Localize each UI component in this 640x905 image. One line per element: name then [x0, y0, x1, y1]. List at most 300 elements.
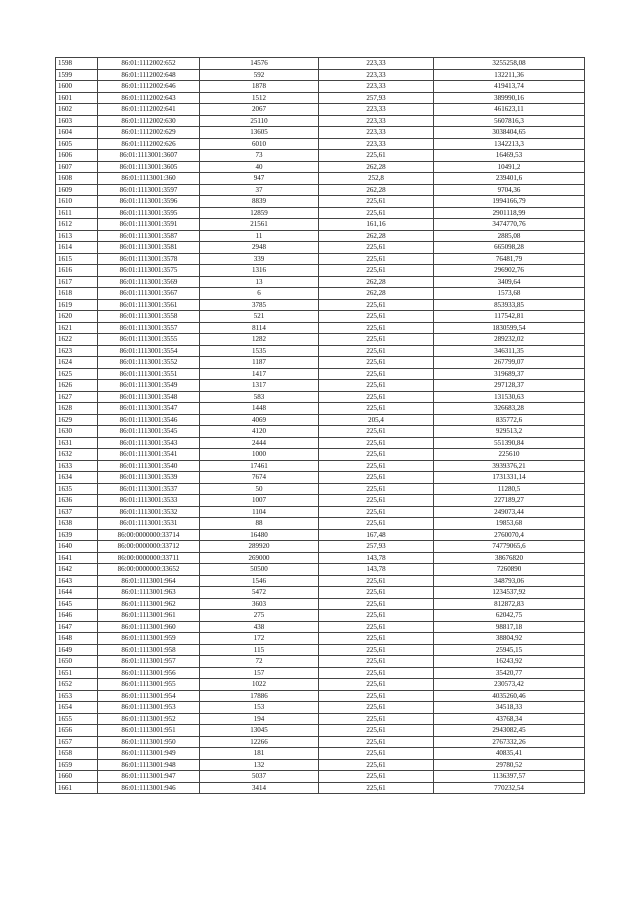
value-cell: 1234537,92 — [434, 587, 585, 599]
table-row — [56, 437, 585, 449]
cadastral-number-cell: 86:01:1113001:3561 — [98, 299, 200, 311]
value-cell: 9704,36 — [434, 184, 585, 196]
table-body — [56, 58, 585, 794]
row-number-cell: 1639 — [56, 529, 98, 541]
table-row — [56, 713, 585, 725]
rate-cell: 225,61 — [319, 771, 434, 783]
value-cell: 297128,37 — [434, 380, 585, 392]
area-cell: 8839 — [200, 196, 319, 208]
area-cell: 13605 — [200, 127, 319, 139]
value-cell: 2767332,26 — [434, 736, 585, 748]
cadastral-number-cell: 86:01:1113001:959 — [98, 633, 200, 645]
value-cell: 346311,35 — [434, 345, 585, 357]
area-cell: 1007 — [200, 495, 319, 507]
value-cell: 2901118,99 — [434, 207, 585, 219]
table-row — [56, 529, 585, 541]
value-cell: 16469,53 — [434, 150, 585, 162]
cadastral-number-cell: 86:01:1113001:3543 — [98, 437, 200, 449]
table-row — [56, 644, 585, 656]
row-number-cell: 1616 — [56, 265, 98, 277]
document-page — [55, 57, 584, 794]
area-cell: 16480 — [200, 529, 319, 541]
table-row — [56, 575, 585, 587]
cadastral-number-cell: 86:01:1113001:3578 — [98, 253, 200, 265]
value-cell: 389990,16 — [434, 92, 585, 104]
value-cell: 267799,07 — [434, 357, 585, 369]
cadastral-number-cell: 86:01:1113001:3587 — [98, 230, 200, 242]
row-number-cell: 1620 — [56, 311, 98, 323]
cadastral-number-cell: 86:01:1113001:3533 — [98, 495, 200, 507]
area-cell: 2948 — [200, 242, 319, 254]
value-cell: 3409,64 — [434, 276, 585, 288]
value-cell: 5607816,3 — [434, 115, 585, 127]
row-number-cell: 1659 — [56, 759, 98, 771]
cadastral-number-cell: 86:01:1112002:629 — [98, 127, 200, 139]
table-row — [56, 81, 585, 93]
row-number-cell: 1617 — [56, 276, 98, 288]
value-cell: 131530,63 — [434, 391, 585, 403]
area-cell: 21561 — [200, 219, 319, 231]
table-row — [56, 426, 585, 438]
area-cell: 50500 — [200, 564, 319, 576]
table-row — [56, 506, 585, 518]
row-number-cell: 1603 — [56, 115, 98, 127]
table-row — [56, 782, 585, 794]
table-row — [56, 518, 585, 530]
table-row — [56, 380, 585, 392]
row-number-cell: 1648 — [56, 633, 98, 645]
table-row — [56, 587, 585, 599]
row-number-cell: 1641 — [56, 552, 98, 564]
row-number-cell: 1598 — [56, 58, 98, 70]
value-cell: 40835,41 — [434, 748, 585, 760]
row-number-cell: 1653 — [56, 690, 98, 702]
rate-cell: 225,61 — [319, 368, 434, 380]
table-row — [56, 265, 585, 277]
cadastral-number-cell: 86:01:1113001:3554 — [98, 345, 200, 357]
value-cell: 249073,44 — [434, 506, 585, 518]
value-cell: 25945,15 — [434, 644, 585, 656]
cadastral-number-cell: 86:01:1113001:953 — [98, 702, 200, 714]
rate-cell: 225,61 — [319, 610, 434, 622]
cadastral-number-cell: 86:01:1113001:957 — [98, 656, 200, 668]
value-cell: 326683,28 — [434, 403, 585, 415]
table-row — [56, 472, 585, 484]
value-cell: 929513,2 — [434, 426, 585, 438]
table-row — [56, 495, 585, 507]
rate-cell: 225,61 — [319, 736, 434, 748]
value-cell: 10491,2 — [434, 161, 585, 173]
cadastral-number-cell: 86:01:1113001:3575 — [98, 265, 200, 277]
table-row — [56, 460, 585, 472]
area-cell: 1316 — [200, 265, 319, 277]
rate-cell: 257,93 — [319, 92, 434, 104]
table-row — [56, 311, 585, 323]
row-number-cell: 1619 — [56, 299, 98, 311]
rate-cell: 225,61 — [319, 265, 434, 277]
value-cell: 2943082,45 — [434, 725, 585, 737]
area-cell: 40 — [200, 161, 319, 173]
area-cell: 1535 — [200, 345, 319, 357]
table-row — [56, 276, 585, 288]
cadastral-number-cell: 86:01:1113001:3605 — [98, 161, 200, 173]
row-number-cell: 1645 — [56, 598, 98, 610]
cadastral-number-cell: 86:01:1113001:949 — [98, 748, 200, 760]
row-number-cell: 1655 — [56, 713, 98, 725]
rate-cell: 225,61 — [319, 311, 434, 323]
value-cell: 239401,6 — [434, 173, 585, 185]
cadastral-number-cell: 86:01:1113001:3607 — [98, 150, 200, 162]
table-row — [56, 230, 585, 242]
rate-cell: 223,33 — [319, 115, 434, 127]
value-cell: 117542,81 — [434, 311, 585, 323]
rate-cell: 225,61 — [319, 472, 434, 484]
area-cell: 194 — [200, 713, 319, 725]
rate-cell: 225,61 — [319, 460, 434, 472]
rate-cell: 225,61 — [319, 690, 434, 702]
area-cell: 13045 — [200, 725, 319, 737]
rate-cell: 225,61 — [319, 702, 434, 714]
row-number-cell: 1642 — [56, 564, 98, 576]
value-cell: 7260890 — [434, 564, 585, 576]
rate-cell: 262,28 — [319, 276, 434, 288]
value-cell: 19853,68 — [434, 518, 585, 530]
rate-cell: 225,61 — [319, 748, 434, 760]
area-cell: 6010 — [200, 138, 319, 150]
rate-cell: 223,33 — [319, 69, 434, 81]
rate-cell: 225,61 — [319, 587, 434, 599]
cadastral-number-cell: 86:01:1113001:3551 — [98, 368, 200, 380]
area-cell: 88 — [200, 518, 319, 530]
cadastral-number-cell: 86:01:1113001:952 — [98, 713, 200, 725]
value-cell: 4035260,46 — [434, 690, 585, 702]
area-cell: 50 — [200, 483, 319, 495]
area-cell: 153 — [200, 702, 319, 714]
rate-cell: 262,28 — [319, 184, 434, 196]
table-row — [56, 196, 585, 208]
row-number-cell: 1625 — [56, 368, 98, 380]
value-cell: 1994166,79 — [434, 196, 585, 208]
value-cell: 289232,02 — [434, 334, 585, 346]
value-cell: 43768,34 — [434, 713, 585, 725]
area-cell: 132 — [200, 759, 319, 771]
area-cell: 7674 — [200, 472, 319, 484]
row-number-cell: 1609 — [56, 184, 98, 196]
cadastral-number-cell: 86:01:1113001:3591 — [98, 219, 200, 231]
row-number-cell: 1657 — [56, 736, 98, 748]
rate-cell: 262,28 — [319, 288, 434, 300]
cadastral-number-cell: 86:01:1113001:3569 — [98, 276, 200, 288]
area-cell: 14576 — [200, 58, 319, 70]
cadastral-number-cell: 86:01:1112002:652 — [98, 58, 200, 70]
rate-cell: 252,8 — [319, 173, 434, 185]
table-row — [56, 690, 585, 702]
rate-cell: 225,61 — [319, 357, 434, 369]
area-cell: 1417 — [200, 368, 319, 380]
row-number-cell: 1612 — [56, 219, 98, 231]
area-cell: 172 — [200, 633, 319, 645]
area-cell: 12859 — [200, 207, 319, 219]
rate-cell: 225,61 — [319, 518, 434, 530]
cadastral-number-cell: 86:01:1112002:641 — [98, 104, 200, 116]
table-row — [56, 104, 585, 116]
rate-cell: 225,61 — [319, 403, 434, 415]
row-number-cell: 1627 — [56, 391, 98, 403]
rate-cell: 225,61 — [319, 759, 434, 771]
area-cell: 1000 — [200, 449, 319, 461]
cadastral-value-table — [55, 57, 585, 794]
rate-cell: 225,61 — [319, 679, 434, 691]
area-cell: 1187 — [200, 357, 319, 369]
rate-cell: 225,61 — [319, 380, 434, 392]
value-cell: 1731331,14 — [434, 472, 585, 484]
area-cell: 37 — [200, 184, 319, 196]
row-number-cell: 1658 — [56, 748, 98, 760]
table-row — [56, 150, 585, 162]
cadastral-number-cell: 86:01:1113001:3555 — [98, 334, 200, 346]
cadastral-number-cell: 86:01:1113001:950 — [98, 736, 200, 748]
value-cell: 3038404,65 — [434, 127, 585, 139]
table-row — [56, 667, 585, 679]
rate-cell: 223,33 — [319, 81, 434, 93]
table-row — [56, 414, 585, 426]
table-row — [56, 115, 585, 127]
rate-cell: 223,33 — [319, 104, 434, 116]
table-row — [56, 771, 585, 783]
table-row — [56, 357, 585, 369]
row-number-cell: 1656 — [56, 725, 98, 737]
cadastral-number-cell: 86:01:1113001:3597 — [98, 184, 200, 196]
table-row — [56, 69, 585, 81]
table-row — [56, 92, 585, 104]
row-number-cell: 1600 — [56, 81, 98, 93]
area-cell: 4069 — [200, 414, 319, 426]
value-cell: 2885,08 — [434, 230, 585, 242]
area-cell: 1104 — [200, 506, 319, 518]
table-row — [56, 449, 585, 461]
cadastral-number-cell: 86:00:0000000:33714 — [98, 529, 200, 541]
cadastral-number-cell: 86:01:1112002:643 — [98, 92, 200, 104]
row-number-cell: 1630 — [56, 426, 98, 438]
cadastral-number-cell: 86:01:1113001:951 — [98, 725, 200, 737]
cadastral-number-cell: 86:01:1113001:3557 — [98, 322, 200, 334]
table-row — [56, 725, 585, 737]
area-cell: 5037 — [200, 771, 319, 783]
table-row — [56, 621, 585, 633]
value-cell: 29780,52 — [434, 759, 585, 771]
area-cell: 73 — [200, 150, 319, 162]
table-row — [56, 564, 585, 576]
area-cell: 1546 — [200, 575, 319, 587]
row-number-cell: 1614 — [56, 242, 98, 254]
rate-cell: 223,33 — [319, 127, 434, 139]
row-number-cell: 1615 — [56, 253, 98, 265]
cadastral-number-cell: 86:01:1113001:3539 — [98, 472, 200, 484]
area-cell: 11 — [200, 230, 319, 242]
value-cell: 98817,18 — [434, 621, 585, 633]
rate-cell: 225,61 — [319, 598, 434, 610]
value-cell: 38804,92 — [434, 633, 585, 645]
cadastral-number-cell: 86:01:1113001:360 — [98, 173, 200, 185]
table-row — [56, 207, 585, 219]
area-cell: 25110 — [200, 115, 319, 127]
rate-cell: 167,48 — [319, 529, 434, 541]
rate-cell: 257,93 — [319, 541, 434, 553]
value-cell: 461623,11 — [434, 104, 585, 116]
cadastral-number-cell: 86:01:1113001:961 — [98, 610, 200, 622]
row-number-cell: 1610 — [56, 196, 98, 208]
rate-cell: 225,61 — [319, 345, 434, 357]
row-number-cell: 1618 — [56, 288, 98, 300]
value-cell: 665098,28 — [434, 242, 585, 254]
cadastral-number-cell: 86:01:1113001:3541 — [98, 449, 200, 461]
cadastral-number-cell: 86:01:1113001:963 — [98, 587, 200, 599]
cadastral-number-cell: 86:01:1113001:3546 — [98, 414, 200, 426]
area-cell: 5472 — [200, 587, 319, 599]
cadastral-number-cell: 86:01:1113001:3549 — [98, 380, 200, 392]
value-cell: 225610 — [434, 449, 585, 461]
area-cell: 3785 — [200, 299, 319, 311]
table-row — [56, 702, 585, 714]
value-cell: 230573,42 — [434, 679, 585, 691]
cadastral-number-cell: 86:01:1113001:958 — [98, 644, 200, 656]
table-row — [56, 391, 585, 403]
table-row — [56, 288, 585, 300]
table-row — [56, 253, 585, 265]
area-cell: 592 — [200, 69, 319, 81]
cadastral-number-cell: 86:01:1112002:648 — [98, 69, 200, 81]
rate-cell: 143,78 — [319, 564, 434, 576]
row-number-cell: 1650 — [56, 656, 98, 668]
value-cell: 11280,5 — [434, 483, 585, 495]
table-row — [56, 138, 585, 150]
row-number-cell: 1633 — [56, 460, 98, 472]
row-number-cell: 1622 — [56, 334, 98, 346]
cadastral-number-cell: 86:01:1113001:3595 — [98, 207, 200, 219]
area-cell: 12266 — [200, 736, 319, 748]
row-number-cell: 1621 — [56, 322, 98, 334]
value-cell: 348793,06 — [434, 575, 585, 587]
row-number-cell: 1599 — [56, 69, 98, 81]
cadastral-number-cell: 86:01:1113001:3540 — [98, 460, 200, 472]
rate-cell: 225,61 — [319, 621, 434, 633]
row-number-cell: 1624 — [56, 357, 98, 369]
cadastral-number-cell: 86:01:1113001:964 — [98, 575, 200, 587]
rate-cell: 225,61 — [319, 150, 434, 162]
row-number-cell: 1643 — [56, 575, 98, 587]
rate-cell: 205,4 — [319, 414, 434, 426]
rate-cell: 223,33 — [319, 138, 434, 150]
area-cell: 438 — [200, 621, 319, 633]
row-number-cell: 1651 — [56, 667, 98, 679]
value-cell: 76481,79 — [434, 253, 585, 265]
row-number-cell: 1638 — [56, 518, 98, 530]
value-cell: 34518,33 — [434, 702, 585, 714]
row-number-cell: 1647 — [56, 621, 98, 633]
value-cell: 319689,37 — [434, 368, 585, 380]
rate-cell: 225,61 — [319, 449, 434, 461]
table-row — [56, 161, 585, 173]
value-cell: 1342213,3 — [434, 138, 585, 150]
row-number-cell: 1606 — [56, 150, 98, 162]
row-number-cell: 1652 — [56, 679, 98, 691]
rate-cell: 225,61 — [319, 483, 434, 495]
row-number-cell: 1640 — [56, 541, 98, 553]
value-cell: 296902,76 — [434, 265, 585, 277]
value-cell: 3474770,76 — [434, 219, 585, 231]
table-row — [56, 345, 585, 357]
table-row — [56, 322, 585, 334]
table-row — [56, 598, 585, 610]
cadastral-number-cell: 86:01:1113001:3531 — [98, 518, 200, 530]
area-cell: 269000 — [200, 552, 319, 564]
table-row — [56, 403, 585, 415]
area-cell: 1317 — [200, 380, 319, 392]
table-row — [56, 173, 585, 185]
area-cell: 17461 — [200, 460, 319, 472]
cadastral-number-cell: 86:01:1113001:947 — [98, 771, 200, 783]
row-number-cell: 1604 — [56, 127, 98, 139]
rate-cell: 262,28 — [319, 230, 434, 242]
rate-cell: 225,61 — [319, 426, 434, 438]
table-row — [56, 127, 585, 139]
row-number-cell: 1634 — [56, 472, 98, 484]
table-row — [56, 552, 585, 564]
cadastral-number-cell: 86:01:1113001:3552 — [98, 357, 200, 369]
rate-cell: 225,61 — [319, 242, 434, 254]
rate-cell: 161,16 — [319, 219, 434, 231]
cadastral-number-cell: 86:01:1113001:3537 — [98, 483, 200, 495]
value-cell: 1136397,57 — [434, 771, 585, 783]
cadastral-number-cell: 86:01:1113001:960 — [98, 621, 200, 633]
area-cell: 1022 — [200, 679, 319, 691]
row-number-cell: 1608 — [56, 173, 98, 185]
row-number-cell: 1654 — [56, 702, 98, 714]
row-number-cell: 1605 — [56, 138, 98, 150]
area-cell: 157 — [200, 667, 319, 679]
value-cell: 35420,77 — [434, 667, 585, 679]
cadastral-number-cell: 86:01:1113001:3596 — [98, 196, 200, 208]
table-row — [56, 633, 585, 645]
value-cell: 770232,54 — [434, 782, 585, 794]
cadastral-number-cell: 86:01:1113001:956 — [98, 667, 200, 679]
area-cell: 339 — [200, 253, 319, 265]
rate-cell: 225,61 — [319, 633, 434, 645]
row-number-cell: 1636 — [56, 495, 98, 507]
rate-cell: 225,61 — [319, 506, 434, 518]
area-cell: 1878 — [200, 81, 319, 93]
table-row — [56, 219, 585, 231]
table-row — [56, 483, 585, 495]
rate-cell: 225,61 — [319, 656, 434, 668]
row-number-cell: 1631 — [56, 437, 98, 449]
cadastral-number-cell: 86:01:1113001:3548 — [98, 391, 200, 403]
cadastral-number-cell: 86:01:1113001:954 — [98, 690, 200, 702]
cadastral-number-cell: 86:01:1113001:948 — [98, 759, 200, 771]
row-number-cell: 1611 — [56, 207, 98, 219]
cadastral-number-cell: 86:01:1113001:3558 — [98, 311, 200, 323]
table-row — [56, 610, 585, 622]
value-cell: 1573,68 — [434, 288, 585, 300]
area-cell: 521 — [200, 311, 319, 323]
rate-cell: 225,61 — [319, 782, 434, 794]
area-cell: 275 — [200, 610, 319, 622]
area-cell: 2067 — [200, 104, 319, 116]
value-cell: 132211,36 — [434, 69, 585, 81]
value-cell: 3255258,08 — [434, 58, 585, 70]
row-number-cell: 1626 — [56, 380, 98, 392]
rate-cell: 225,61 — [319, 644, 434, 656]
